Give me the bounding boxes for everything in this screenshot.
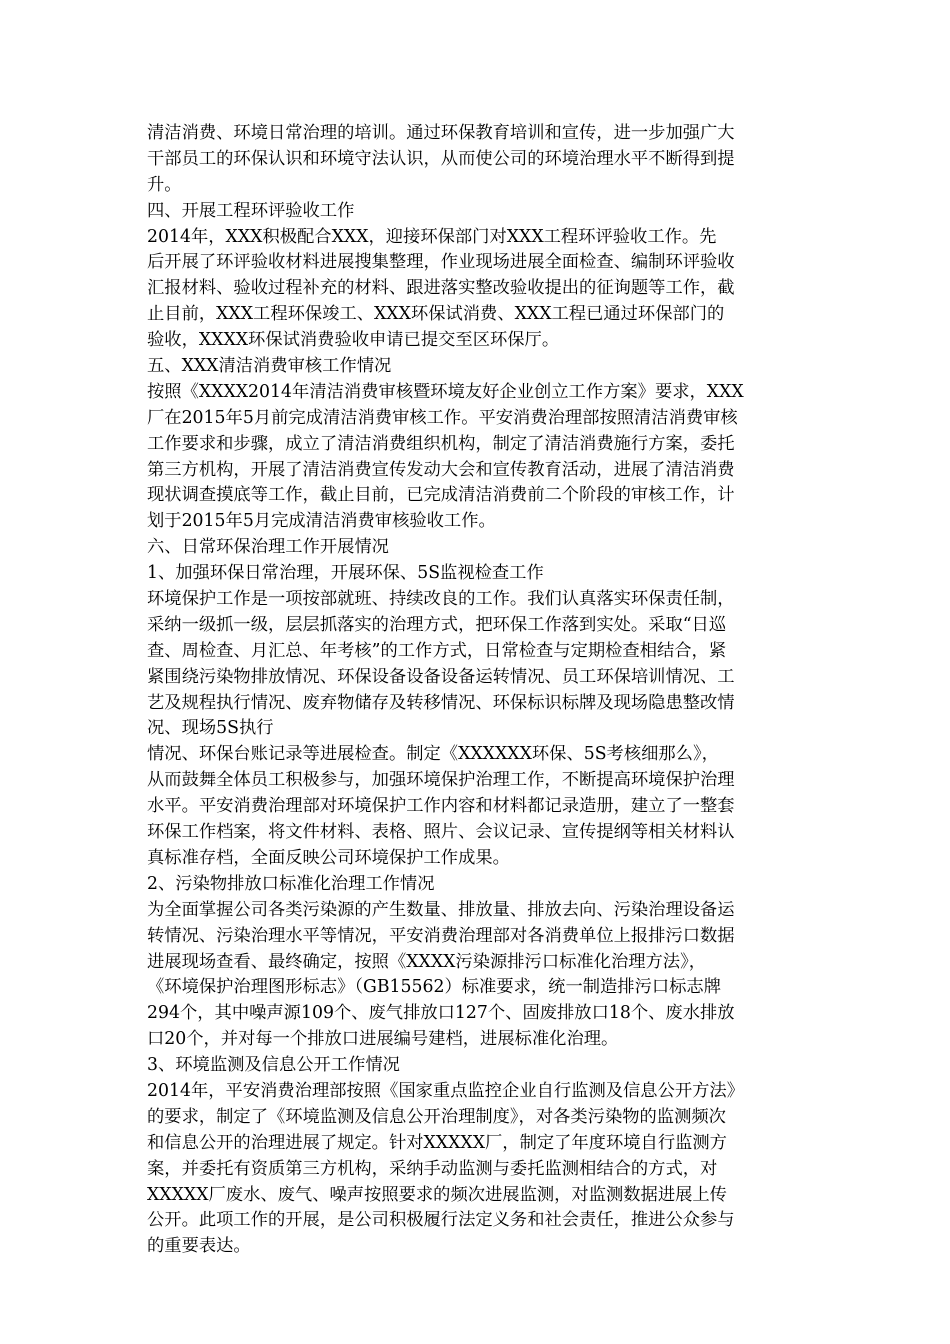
text-line: 的重要表达。	[147, 1236, 251, 1257]
text-line: 真标准存档，全面反映公司环境保护工作成果。	[147, 847, 510, 868]
text-line: 环保工作档案，将文件材料、表格、照片、会议记录、宣传提纲等相关材料认	[147, 822, 735, 843]
text-line: 转情况、污染治理水平等情况，平安消费治理部对各消费单位上报排污口数据	[147, 925, 735, 946]
text-line: 现状调查摸底等工作，截止目前，已完成清洁消费前二个阶段的审核工作，计	[147, 485, 735, 506]
text-line: 2014年，XXX积极配合XXX，迎接环保部门对XXX工程环评验收工作。先	[147, 226, 717, 247]
text-line: 进展现场查看、最终确定，按照《XXXX污染源排污口标准化治理方法》，	[147, 951, 707, 972]
text-line: 从而鼓舞全体员工积极参与，加强环境保护治理工作，不断提高环境保护治理	[147, 770, 735, 791]
text-line: 水平。平安消费治理部对环境保护工作内容和材料都记录造册，建立了一整套	[147, 796, 735, 817]
subsection-heading: 3、环境监测及信息公开工作情况	[147, 1055, 400, 1076]
text-line: 294个，其中噪声源109个、废气排放口127个、固废排放口18个、废水排放	[147, 1003, 735, 1024]
section-heading: 五、XXX清洁消费审核工作情况	[147, 356, 392, 377]
text-line: 清洁消费、环境日常治理的培训。通过环保教育培训和宣传，进一步加强广大	[147, 123, 735, 143]
text-line: 环境保护工作是一项按部就班、持续改良的工作。我们认真落实环保责任制，	[147, 589, 735, 610]
text-line: 工作要求和步骤，成立了清洁消费组织机构，制定了清洁消费施行方案，委托	[147, 433, 735, 454]
document-body	[147, 121, 807, 1260]
text-line: 止目前，XXX工程环保竣工、XXX环保试消费、XXX工程已通过环保部门的	[147, 304, 725, 325]
text-line: 采纳一级抓一级，层层抓落实的治理方式，把环保工作落到实处。采取“日巡	[147, 614, 727, 635]
subsection-heading: 1、加强环保日常治理，开展环保、5S监视检查工作	[147, 563, 544, 584]
text-line: 情况、环保台账记录等进展检查。制定《XXXXXX环保、5S考核细那么》，	[147, 744, 719, 765]
text-line: 第三方机构，开展了清洁消费宣传发动大会和宣传教育活动，进展了清洁消费	[147, 459, 735, 480]
text-line: 和信息公开的治理进展了规定。针对XXXXX厂，制定了年度环境自行监测方	[147, 1132, 727, 1153]
text-line: 升。	[147, 174, 182, 195]
section-heading: 六、日常环保治理工作开展情况	[147, 537, 389, 558]
text-line: 口20个，并对每一个排放口进展编号建档，进展标准化治理。	[147, 1029, 619, 1050]
text-line: 干部员工的环保认识和环境守法认识，从而使公司的环境治理水平不断得到提	[147, 148, 735, 169]
text-line: 查、周检查、月汇总、年考核”的工作方式，日常检查与定期检查相结合，紧	[147, 640, 727, 661]
subsection-heading: 2、污染物排放口标准化治理工作情况	[147, 873, 435, 894]
text-line: XXXXX厂废水、废气、噪声按照要求的频次进展监测，对监测数据进展上传	[147, 1184, 727, 1205]
text-line: 紧围绕污染物排放情况、环保设备设备设备运转情况、员工环保培训情况、工	[147, 666, 735, 687]
section-heading: 四、开展工程环评验收工作	[147, 200, 355, 221]
text-line: 验收，XXXX环保试消费验收申请已提交至区环保厅。	[147, 330, 560, 351]
text-line: 按照《XXXX2014年清洁消费审核暨环境友好企业创立工作方案》要求，XXX	[147, 381, 744, 402]
text-line: 2014年，平安消费治理部按照《国家重点监控企业自行监测及信息公开方法》	[147, 1080, 744, 1101]
text-line: 况、现场5S执行	[147, 718, 274, 739]
text-line: 公开。此项工作的开展，是公司积极履行法定义务和社会责任，推进公众参与	[147, 1210, 735, 1231]
text-line: 后开展了环评验收材料进展搜集整理，作业现场进展全面检查、编制环评验收	[147, 252, 735, 273]
text-line: 厂在2015年5月前完成清洁消费审核工作。平安消费治理部按照清洁消费审核	[147, 407, 738, 428]
text-line: 《环境保护治理图形标志》（GB15562）标准要求，统一制造排污口标志牌	[147, 977, 721, 998]
text-line: 案，并委托有资质第三方机构，采纳手动监测与委托监测相结合的方式，对	[147, 1158, 718, 1179]
text-line: 艺及规程执行情况、废弃物储存及转移情况、环保标识标牌及现场隐患整改情	[147, 692, 735, 713]
text-line: 划于2015年5月完成清洁消费审核验收工作。	[147, 511, 496, 532]
text-line: 为全面掌握公司各类污染源的产生数量、排放量、排放去向、污染治理设备运	[147, 899, 735, 920]
text-line: 汇报材料、验收过程补充的材料、跟进落实整改验收提出的征询题等工作，截	[147, 278, 735, 299]
text-line: 的要求，制定了《环境监测及信息公开治理制度》，对各类污染物的监测频次	[147, 1106, 726, 1127]
